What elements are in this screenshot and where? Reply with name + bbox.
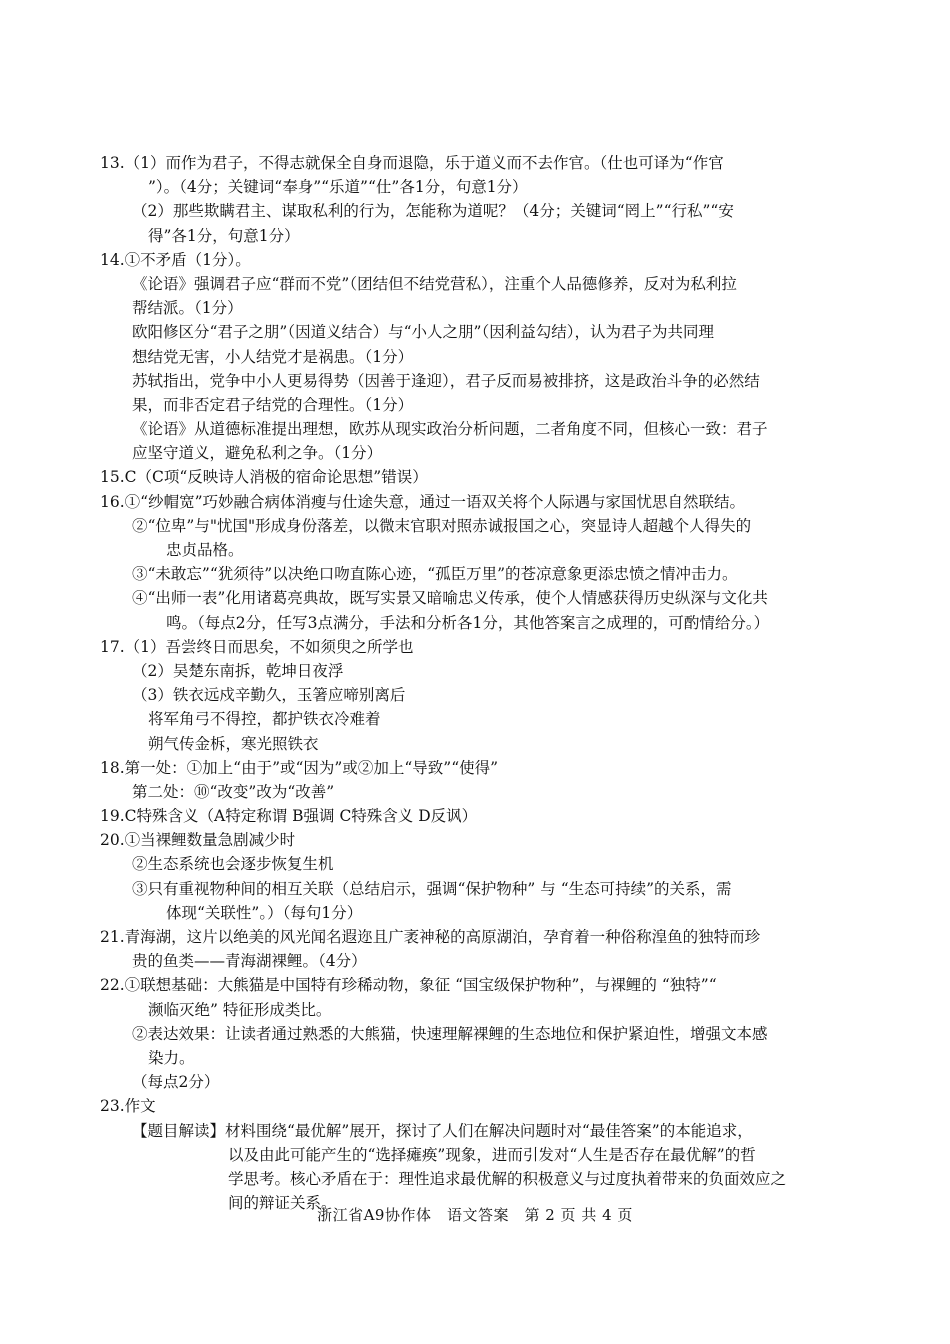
- answer-line: 染力。: [148, 1048, 195, 1067]
- answer-line: 14.①不矛盾（1分）。: [100, 250, 251, 269]
- answer-line: 得”各1分，句意1分）: [148, 226, 300, 245]
- answer-line: 苏轼指出，党争中小人更易得势（因善于逢迎），君子反而易被排挤，这是政治斗争的必然结: [132, 371, 760, 390]
- page-footer: 浙江省A9协作体 语文答案 第 2 页 共 4 页: [317, 1206, 633, 1224]
- answer-line: ”）。（4分；关键词“奉身”“乐道”“仕”各1分，句意1分）: [148, 178, 528, 197]
- answer-line: 帮结派。（1分）: [132, 299, 243, 318]
- answer-line: ②生态系统也会逐步恢复生机: [132, 855, 334, 874]
- answer-line: 以及由此可能产生的“选择瘫痪”现象，进而引发对“人生是否存在最优解”的哲: [228, 1145, 756, 1164]
- answer-line: ②“位卑”与"忧国"形成身份落差，以微末官职对照赤诚报国之心，突显诗人超越个人得失的: [132, 516, 752, 535]
- answer-line: 果，而非否定君子结党的合理性。（1分）: [132, 395, 414, 414]
- answer-line: ②表达效果：让读者通过熟悉的大熊猫，快速理解裸鲤的生态地位和保护紧迫性，增强文本感: [132, 1024, 768, 1043]
- answer-line: 将军角弓不得控，都护铁衣冷难着: [148, 710, 381, 729]
- answer-line: 贵的鱼类——青海湖裸鲤。（4分）: [132, 952, 367, 971]
- answer-line: 20.①当裸鲤数量急剧减少时: [100, 831, 296, 850]
- answer-line: 第二处：⑩“改变”改为“改善”: [132, 782, 335, 801]
- answer-line: （每点2分）: [132, 1073, 220, 1092]
- answer-line: 濒临灭绝” 特征形成类比。: [148, 1000, 332, 1019]
- answer-content: [100, 151, 860, 1215]
- answer-line: （2）那些欺瞒君主、谋取私利的行为，怎能称为道呢？（4分；关键词“罔上”“行私”“安: [132, 202, 734, 221]
- answer-line: （2）吴楚东南拆，乾坤日夜浮: [132, 661, 344, 680]
- answer-line: 应坚守道义，避免私利之争。（1分）: [132, 444, 383, 463]
- answer-line: 13.（1）而作为君子，不得志就保全自身而退隐，乐于道义而不去作官。（仕也可译为“作官: [100, 154, 724, 172]
- answer-line: 19.C特殊含义（A特定称谓 B强调 C特殊含义 D反讽）: [100, 807, 478, 826]
- answer-line: ④“出师一表”化用诸葛亮典故，既写实景又暗喻忠义传承，使个人情感获得历史纵深与文化共: [132, 589, 768, 608]
- answer-line: 22.①联想基础：大熊猫是中国特有珍稀动物，象征 “国宝级保护物种”，与裸鲤的 “独特”“: [100, 976, 717, 995]
- answer-line: 想结党无害，小人结党才是祸患。（1分）: [132, 347, 414, 366]
- answer-line: 体现“关联性”。）（每句1分）: [166, 903, 363, 922]
- answer-line: 17.（1）吾尝终日而思矣，不如须臾之所学也: [100, 637, 414, 656]
- answer-line: 朔气传金柝，寒光照铁衣: [148, 734, 319, 753]
- answer-line: 21.青海湖，这片以绝美的风光闻名遐迩且广袤神秘的高原湖泊，孕育着一种俗称湟鱼的独特而珍: [100, 928, 761, 946]
- answer-line: （3）铁衣远戍辛勤久，玉箸应啼别离后: [132, 686, 406, 705]
- answer-line: 16.①“纱帽宽”巧妙融合病体消瘦与仕途失意，通过一语双关将个人际遇与家国忧思自然联结。: [100, 492, 746, 511]
- answer-line: 忠贞品格。: [166, 541, 244, 559]
- answer-line: ③只有重视物种间的相互关联（总结启示，强调“保护物种” 与 “生态可持续”的关系，需: [132, 879, 732, 898]
- answer-line: ③“未敢忘”“犹须待”以决绝口吻直陈心迹，“孤臣万里”的苍凉意象更添忠愤之情冲击力。: [132, 565, 738, 584]
- answer-line: 《论语》从道德标准提出理想，欧苏从现实政治分析问题，二者角度不同，但核心一致：君子: [132, 420, 768, 439]
- answer-line: 《论语》强调君子应“群而不党”（团结但不结党营私），注重个人品德修养，反对为私利拉: [132, 274, 737, 293]
- answer-line: 间的辩证关系。: [228, 1194, 337, 1213]
- answer-line: 15.C（C项“反映诗人消极的宿命论思想”错误）: [100, 468, 428, 487]
- answer-line: 鸣。（每点2分，任写3点满分，手法和分析各1分，其他答案言之成理的，可酌情给分。）: [166, 613, 770, 632]
- answer-line: 欧阳修区分“君子之朋”（因道义结合）与“小人之朋”（因利益勾结），认为君子为共同理: [132, 323, 714, 342]
- answer-line: 18.第一处：①加上“由于”或“因为”或②加上“导致”“使得”: [100, 758, 499, 777]
- answer-line: 23.作文: [100, 1097, 156, 1116]
- answer-line: 学思考。核心矛盾在于：理性追求最优解的积极意义与过度执着带来的负面效应之: [228, 1169, 787, 1188]
- answer-line: 【题目解读】材料围绕“最优解”展开，探讨了人们在解决问题时对“最佳答案”的本能追求，: [132, 1121, 753, 1140]
